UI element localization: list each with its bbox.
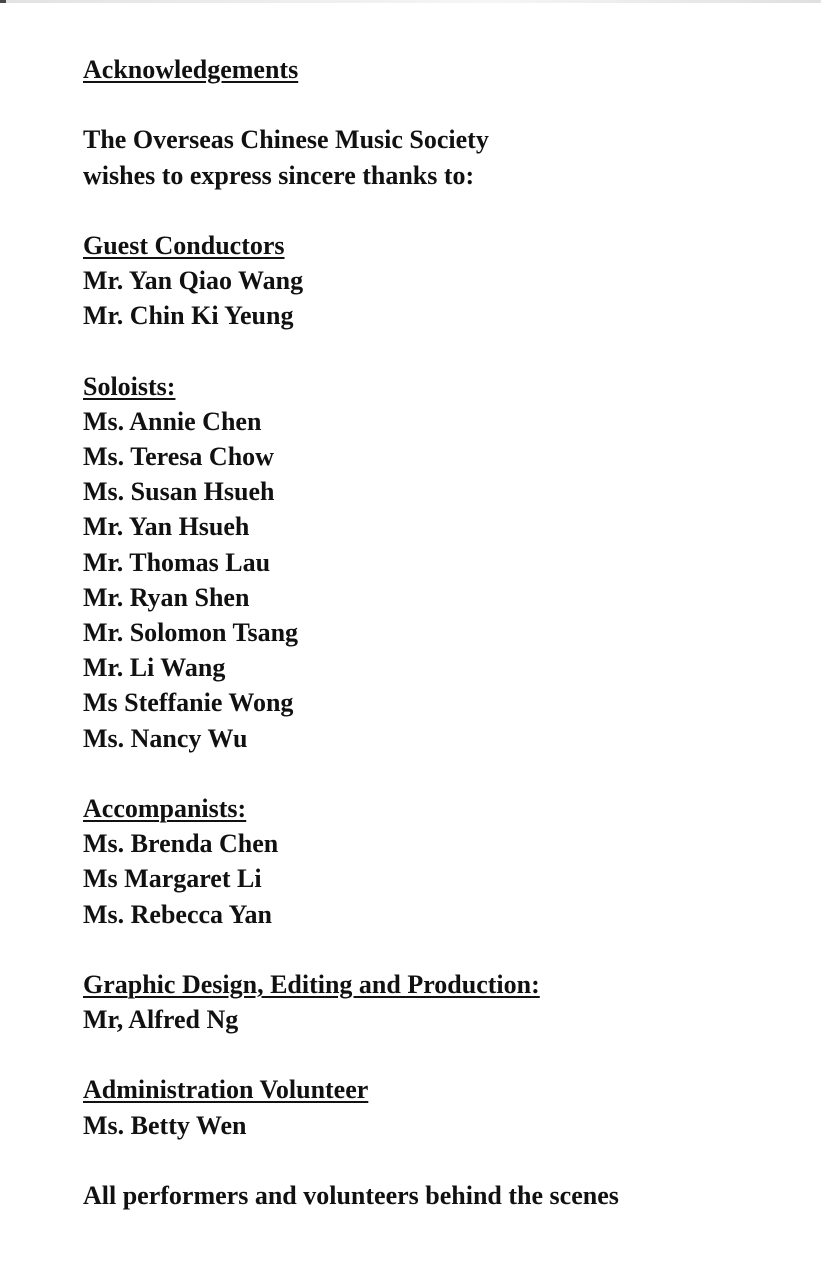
accompanists-section [83,791,783,932]
name-entry: Ms. Rebecca Yan [83,899,272,929]
spacer [83,756,783,791]
name-entry: Mr. Li Wang [83,653,226,683]
name-entry: Ms. Annie Chen [83,406,262,436]
closing-line: All performers and volunteers behind the scenes [83,1181,619,1210]
soloists-section [83,369,783,756]
spacer [83,87,783,122]
administration-section [83,1072,783,1142]
name-entry: Ms. Teresa Chow [83,442,274,472]
section-heading-graphic-design: Graphic Design, Editing and Production: [83,969,540,999]
name-entry: Mr. Ryan Shen [83,582,250,612]
name-entry: Ms Margaret Li [83,864,262,894]
name-entry: Ms. Susan Hsueh [83,477,275,507]
name-entry: Ms. Betty Wen [83,1110,247,1140]
spacer [83,334,783,369]
intro-line-2: wishes to express sincere thanks to: [83,160,475,190]
spacer [83,193,783,228]
section-heading-soloists: Soloists: [83,371,176,401]
name-entry: Mr, Alfred Ng [83,1005,239,1035]
page-title: Acknowledgements [83,55,299,84]
guest-conductors-section [83,228,783,334]
spacer [83,1037,783,1072]
section-heading-guest-conductors: Guest Conductors [83,230,285,260]
spacer [83,1143,783,1178]
name-entry: Mr. Chin Ki Yeung [83,301,294,331]
acknowledgements-page [83,52,783,1213]
intro-line-1: The Overseas Chinese Music Society [83,125,489,155]
name-entry: Mr. Thomas Lau [83,547,271,577]
name-entry: Ms. Nancy Wu [83,723,248,753]
scan-top-edge [0,0,821,3]
name-entry: Ms. Brenda Chen [83,829,279,859]
name-entry: Mr. Yan Hsueh [83,512,250,542]
name-entry: Mr. Solomon Tsang [83,618,299,647]
graphic-design-section [83,967,783,1037]
section-heading-administration: Administration Volunteer [83,1075,369,1105]
name-entry: Ms Steffanie Wong [83,688,294,718]
spacer [83,932,783,967]
name-entry: Mr. Yan Qiao Wang [83,266,304,296]
section-heading-accompanists: Accompanists: [83,793,247,823]
